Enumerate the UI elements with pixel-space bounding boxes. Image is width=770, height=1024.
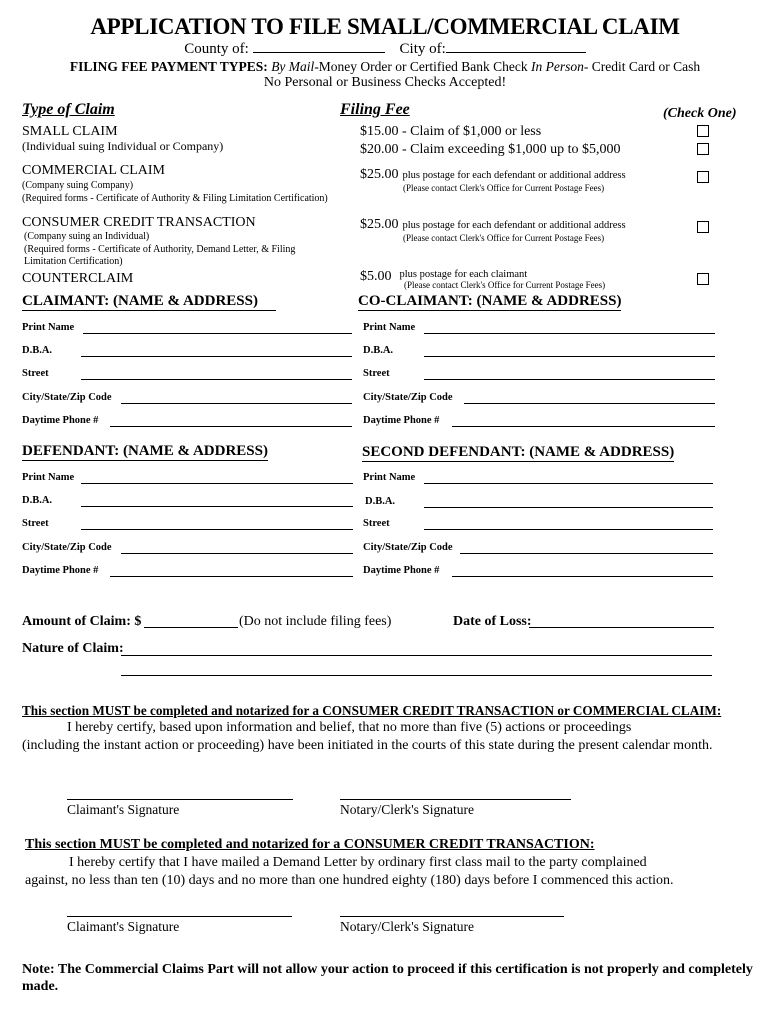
claimant-phone-field[interactable] (110, 426, 352, 427)
small-claim-5000-checkbox[interactable] (697, 143, 709, 155)
defendant-phone-field[interactable] (110, 576, 353, 577)
small-claim-desc: (Individual suing Individual or Company) (22, 139, 224, 153)
nature-of-claim-label: Nature of Claim: (22, 641, 124, 656)
defendant-street-label: Street (22, 518, 49, 529)
cert1-heading: This section MUST be completed and notarized for a CONSUMER CREDIT TRANSACTION or COMMERCIAL CLAIM: (22, 703, 722, 718)
small-claim-fee-1: $15.00 - Claim of $1,000 or less (360, 124, 542, 139)
cert2-text-first: I hereby certify that I have mailed a Demand Letter by ordinary first class mail to the party complained (69, 855, 647, 870)
defendant-dba-field[interactable] (81, 506, 353, 507)
second-defendant-phone-label: Daytime Phone # (363, 565, 440, 576)
nature-of-claim-field-2[interactable] (121, 675, 712, 676)
date-of-loss-label: Date of Loss: (453, 614, 532, 629)
commercial-claim-desc-1: (Company suing Company) (22, 180, 134, 191)
defendant-dba-label: D.B.A. (22, 495, 53, 506)
defendant-print-name-field[interactable] (81, 483, 353, 484)
coclaimant-city-label: City/State/Zip Code (363, 392, 453, 403)
second-defendant-print-name-field[interactable] (424, 483, 713, 484)
commercial-claim-checkbox[interactable] (697, 171, 709, 183)
cert2-heading: This section MUST be completed and notarized for a CONSUMER CREDIT TRANSACTION: (25, 837, 595, 852)
coclaimant-phone-label: Daytime Phone # (363, 415, 440, 426)
cert2-claimant-signature-line[interactable] (67, 916, 292, 917)
small-claim-fee-2: $20.00 - Claim exceeding $1,000 up to $5,000 (360, 142, 621, 157)
claimant-street-label: Street (22, 368, 49, 379)
counterclaim-fee-contact: (Please contact Clerk's Office for Current Postage Fees) (404, 280, 606, 290)
counterclaim-title: COUNTERCLAIM (22, 271, 134, 286)
in-person-label: In Person (531, 59, 584, 74)
cert2-notary-signature-label: Notary/Clerk's Signature (340, 919, 475, 934)
second-defendant-street-field[interactable] (424, 529, 713, 530)
in-person-text: - Credit Card or Cash (583, 59, 701, 74)
county-label: County of: (184, 41, 249, 57)
second-defendant-print-name-label: Print Name (363, 472, 416, 483)
second-defendant-city-field[interactable] (460, 553, 713, 554)
mail-text: -Money Order or Certified Bank Check (314, 59, 528, 74)
commercial-fee-amount: $25.00 (360, 167, 399, 182)
claimant-print-name-field[interactable] (83, 333, 352, 334)
consumer-credit-title: CONSUMER CREDIT TRANSACTION (22, 215, 256, 230)
county-city-line (0, 40, 770, 58)
consumer-credit-checkbox[interactable] (697, 221, 709, 233)
certification-note: Note: The Commercial Claims Part will not allow your action to proceed if this certification is not properly and completely made. (22, 962, 753, 994)
no-checks-notice: No Personal or Business Checks Accepted! (263, 75, 507, 90)
nature-of-claim-field-1[interactable] (121, 655, 712, 656)
check-one-header: (Check One) (663, 106, 737, 121)
type-of-claim-header: Type of Claim (22, 101, 115, 118)
counterclaim-checkbox[interactable] (697, 273, 709, 285)
counterclaim-fee-amount: $5.00 (360, 269, 392, 284)
city-field[interactable] (446, 40, 586, 53)
second-defendant-header: SECOND DEFENDANT: (NAME & ADDRESS) (362, 444, 675, 460)
cert1-text-rest: (including the instant action or proceeding) have been initiated in the courts of this state during the present calendar month. (22, 738, 713, 753)
counterclaim-fee-note: plus postage for each claimant (399, 269, 528, 280)
defendant-street-field[interactable] (81, 529, 353, 530)
cert1-text-first: I hereby certify, based upon information and belief, that no more than five (5) actions or proceedings (67, 720, 632, 735)
cert1-claimant-signature-label: Claimant's Signature (67, 802, 180, 817)
small-claim-title: SMALL CLAIM (22, 124, 118, 139)
payment-label: FILING FEE PAYMENT TYPES: (69, 59, 268, 74)
amount-note: (Do not include filing fees) (239, 614, 392, 629)
county-field[interactable] (253, 40, 385, 53)
second-defendant-street-label: Street (363, 518, 390, 529)
claimant-dba-label: D.B.A. (22, 345, 53, 356)
coclaimant-phone-field[interactable] (452, 426, 715, 427)
cert2-notary-signature-line[interactable] (340, 916, 564, 917)
coclaimant-street-field[interactable] (424, 379, 715, 380)
mail-label: By Mail (271, 59, 315, 74)
defendant-city-label: City/State/Zip Code (22, 542, 112, 553)
coclaimant-street-label: Street (363, 368, 390, 379)
consumer-fee-contact: (Please contact Clerk's Office for Current Postage Fees) (403, 233, 605, 243)
claimant-dba-field[interactable] (81, 356, 352, 357)
second-defendant-city-label: City/State/Zip Code (363, 542, 453, 553)
coclaimant-dba-field[interactable] (424, 356, 715, 357)
cert2-text-rest: against, no less than ten (10) days and no more than one hundred eighty (180) days before I commenced this action. (25, 873, 674, 888)
claimant-street-field[interactable] (81, 379, 352, 380)
consumer-fee-amount: $25.00 (360, 217, 399, 232)
cert1-claimant-signature-line[interactable] (67, 799, 293, 800)
small-claim-1000-checkbox[interactable] (697, 125, 709, 137)
second-defendant-phone-field[interactable] (452, 576, 713, 577)
commercial-fee-note: plus postage for each defendant or additional address (402, 170, 626, 181)
defendant-header: DEFENDANT: (NAME & ADDRESS) (22, 443, 268, 459)
coclaimant-header: CO-CLAIMANT: (NAME & ADDRESS) (358, 293, 622, 309)
commercial-claim-desc-2: (Required forms - Certificate of Authority & Filing Limitation Certification) (22, 193, 328, 204)
consumer-credit-fee (360, 215, 626, 233)
consumer-credit-desc-2: (Required forms - Certificate of Authority, Demand Letter, & Filing (24, 244, 296, 255)
coclaimant-city-field[interactable] (464, 403, 715, 404)
consumer-fee-note: plus postage for each defendant or additional address (402, 220, 626, 231)
claimant-city-field[interactable] (121, 403, 352, 404)
cert2-claimant-signature-label: Claimant's Signature (67, 919, 180, 934)
defendant-city-field[interactable] (121, 553, 353, 554)
claimant-header: CLAIMANT: (NAME & ADDRESS) (22, 293, 276, 311)
consumer-credit-desc-3: Limitation Certification) (24, 256, 123, 267)
second-defendant-dba-field[interactable] (424, 507, 713, 508)
commercial-fee-contact: (Please contact Clerk's Office for Current Postage Fees) (403, 183, 605, 193)
consumer-credit-desc-1: (Company suing an Individual) (24, 231, 150, 242)
coclaimant-dba-label: D.B.A. (363, 345, 394, 356)
coclaimant-print-name-field[interactable] (424, 333, 715, 334)
claimant-print-name-label: Print Name (22, 322, 75, 333)
claimant-city-label: City/State/Zip Code (22, 392, 112, 403)
commercial-claim-title: COMMERCIAL CLAIM (22, 163, 165, 178)
city-label: City of: (399, 41, 446, 57)
amount-of-claim-field[interactable] (144, 627, 238, 628)
coclaimant-print-name-label: Print Name (363, 322, 416, 333)
date-of-loss-field[interactable] (529, 627, 714, 628)
filing-fee-header: Filing Fee (340, 101, 410, 118)
defendant-phone-label: Daytime Phone # (22, 565, 99, 576)
payment-types (0, 59, 770, 75)
cert1-notary-signature-label: Notary/Clerk's Signature (340, 802, 475, 817)
claimant-phone-label: Daytime Phone # (22, 415, 99, 426)
amount-of-claim-label: Amount of Claim: $ (22, 614, 142, 629)
cert1-notary-signature-line[interactable] (340, 799, 571, 800)
second-defendant-dba-label: D.B.A. (365, 496, 396, 507)
defendant-print-name-label: Print Name (22, 472, 75, 483)
page-title: APPLICATION TO FILE SMALL/COMMERCIAL CLAIM (90, 14, 680, 39)
commercial-claim-fee (360, 165, 626, 183)
